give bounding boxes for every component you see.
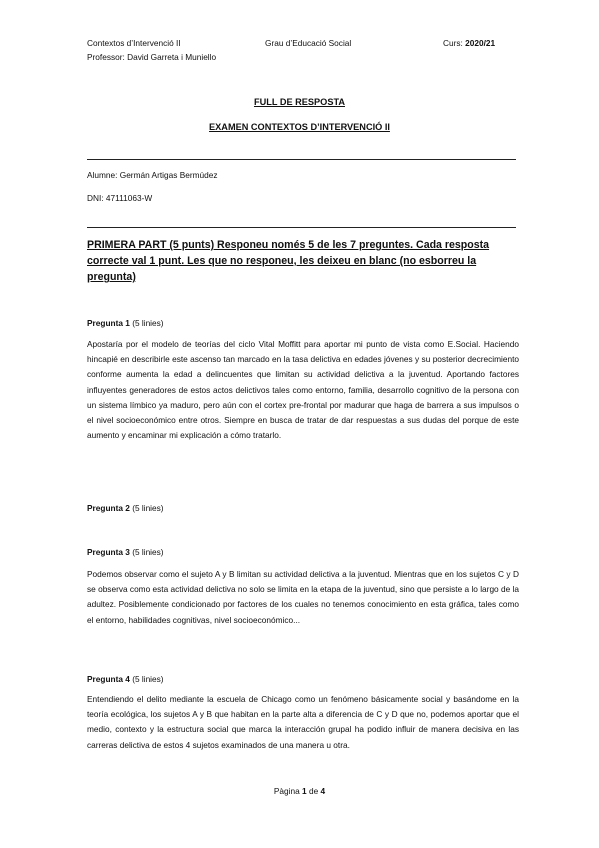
sheet-title: FULL DE RESPOSTA [253, 97, 346, 107]
question-1-note: (5 linies) [132, 318, 164, 328]
professor-name: Professor: David Garreta i Muniello [87, 52, 217, 62]
divider-bottom [87, 227, 516, 228]
question-4-note: (5 linies) [132, 674, 164, 684]
question-2-note: (5 linies) [132, 503, 164, 513]
footer-page-total: 4 [320, 786, 326, 796]
question-3-note: (5 linies) [132, 547, 164, 557]
student-dni: DNI: 47111063-W [87, 193, 153, 203]
question-4-label: Pregunta 4 [87, 674, 130, 684]
footer-page-number: 1 [302, 786, 307, 796]
exam-title: EXAMEN CONTEXTOS D’INTERVENCIÓ II [209, 122, 390, 132]
question-1-title [87, 318, 164, 328]
question-2-title [87, 503, 164, 513]
question-3-title [87, 547, 164, 557]
student-name: Alumne: Germán Artigas Bermúdez [87, 170, 218, 180]
year-label: Curs: [443, 38, 463, 48]
degree-name: Grau d’Educació Social [265, 38, 352, 48]
question-1-answer: Apostaría por el modelo de teorías del ciclo Vital Moffitt para aportar mi punto de vista como E.Social. Haciendo hincapié en describirle este ascenso tan marcado en la tasa delictiva en edades jóvenes y su posterior decrecimiento conforme aumenta la edad a delincuentes que limitan su actividad delictiva a la juventud. Aportando factores influyentes generadores de estos actos delictivos tales como entorno, familia, desarrollo cognitivo de la persona con un sistema límbico ya maduro, pero aún con el cortex pre-frontal por madurar que haga de barrera a sus impulsos o el nivel socioeconómico entre otros. Siempre en busca de tratar de dar respuestas a sus dudas del porque de este aumento y encaminar mi explicación a cómo tratarlo. [87, 339, 519, 441]
page-footer [0, 786, 599, 796]
footer-of: de [308, 786, 319, 796]
footer-prefix: Pàgina [273, 786, 300, 796]
question-1-label: Pregunta 1 [87, 318, 130, 328]
course-name: Contextos d’Intervenció II [87, 38, 181, 48]
question-4-title [87, 674, 164, 684]
question-3-label: Pregunta 3 [87, 547, 130, 557]
question-4-answer: Entendiendo el delito mediante la escuela de Chicago como un fenómeno básicamente social y basándome en la teoría ecológica, los sujetos A y B que habitan en la parte alta a diferencia de C y D que no, podemos aportar que el medio, contexto y la estructura social que marca la interacción grupal ha podido influir de manera decisiva en las carreras delictiva de estos 4 sujetos examinados de una manera u otra. [87, 694, 519, 750]
question-3-answer: Podemos observar como el sujeto A y B limitan su actividad delictiva a la juventud. Mientras que en los sujetos C y D se observa como esta actividad delictiva no solo se limita en la etapa de la juventud, sino que persiste a lo largo de la adultez. Posiblemente condicionado por factores de los cuales no tenemos conocimiento en esta gráfica, tales como el entorno, habilidades cognitivas, nivel socioeconómico... [87, 569, 519, 625]
academic-year [443, 38, 495, 48]
divider-top [87, 159, 516, 160]
year-value: 2020/21 [465, 38, 496, 48]
section-instructions: PRIMERA PART (5 punts) Responeu només 5 de les 7 preguntes. Cada resposta correcte val 1 punt. Les que no responeu, les deixeu en blanc (no esborreu la pregunta) [87, 239, 490, 283]
question-2-label: Pregunta 2 [87, 503, 130, 513]
